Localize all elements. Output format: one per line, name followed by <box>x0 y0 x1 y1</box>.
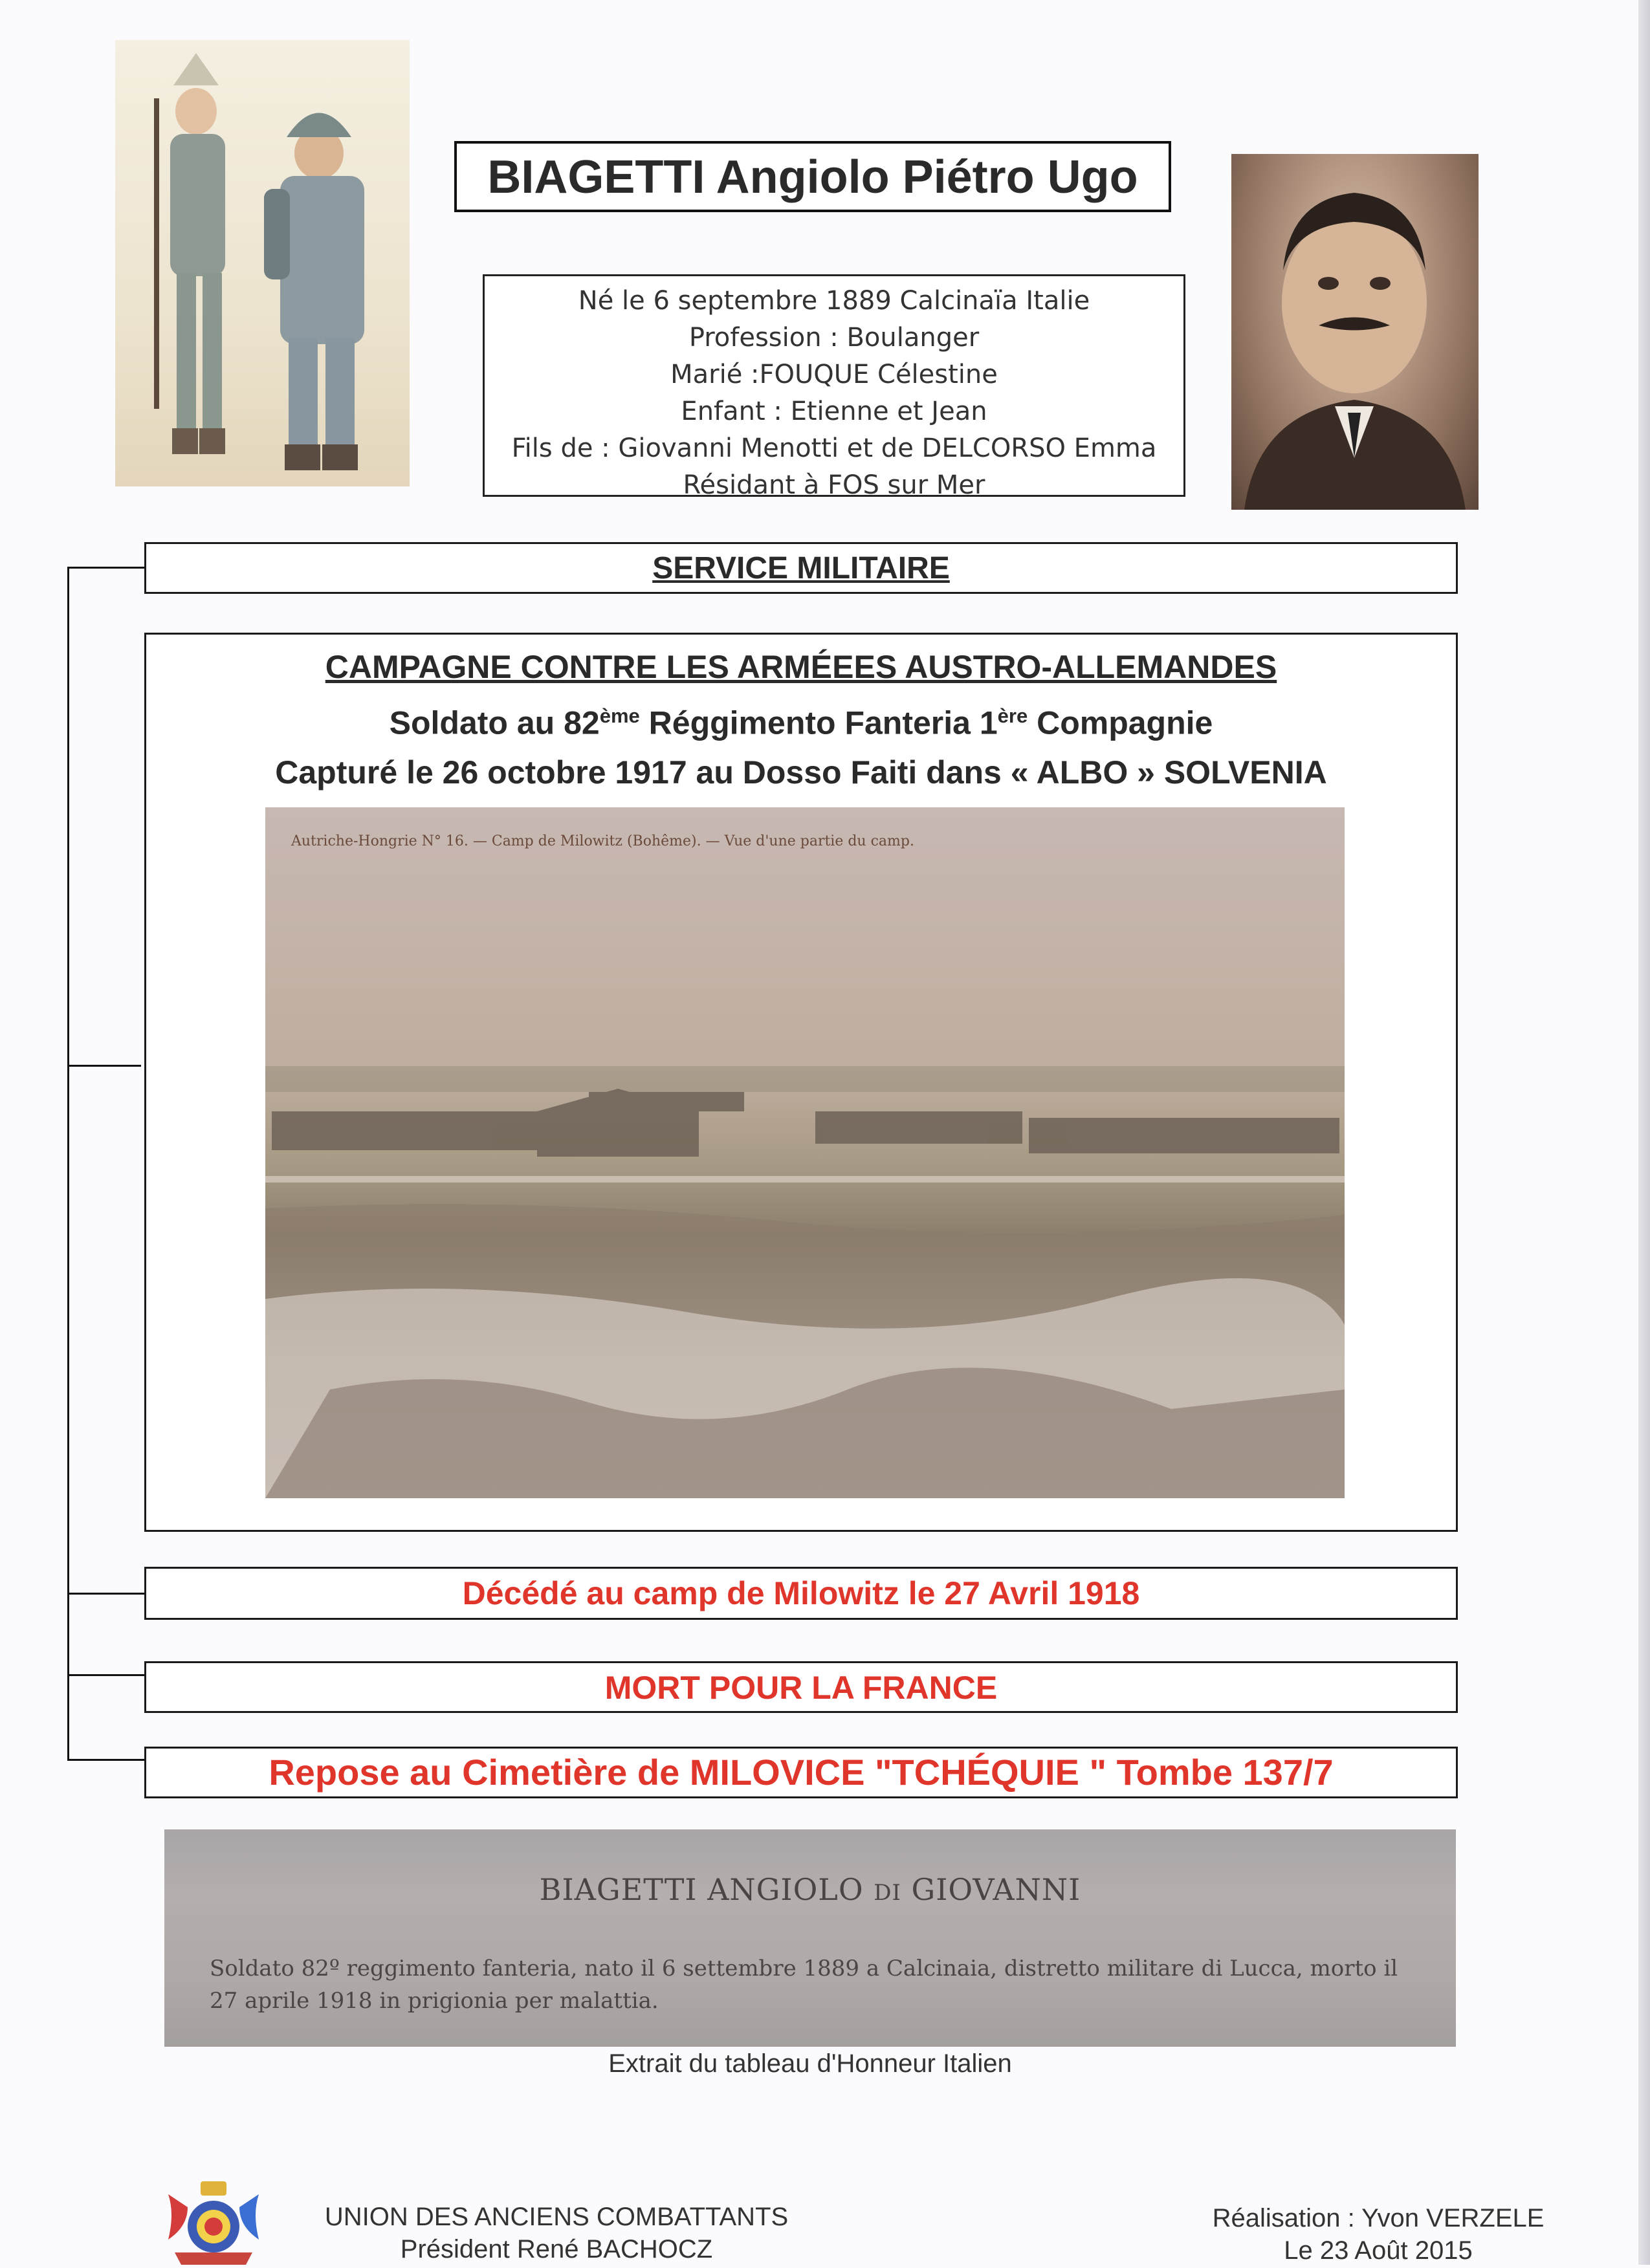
association-logo <box>162 2181 265 2265</box>
deceased-box <box>144 1567 1458 1620</box>
timeline-branch-repose <box>67 1759 144 1761</box>
person-name: BIAGETTI Angiolo Piétro Ugo <box>487 151 1138 203</box>
mort-text: MORT POUR LA FRANCE <box>604 1670 998 1706</box>
honor-name-line <box>164 1872 1456 1907</box>
soldiers-drawing <box>115 40 410 486</box>
mort-pour-la-france-box <box>144 1661 1458 1713</box>
realisation-credit: Réalisation : Yvon VERZELE <box>1212 2204 1545 2232</box>
timeline-branch-service <box>67 567 144 569</box>
timeline-branch-deceased <box>67 1593 144 1595</box>
deceased-text: Décédé au camp de Milowitz le 27 Avril 1918 <box>462 1575 1140 1611</box>
honor-name-main: BIAGETTI ANGIOLO <box>539 1872 864 1907</box>
photo-caption: Autriche-Hongrie N° 16. — Camp de Milowitz (Bohême). — Vue d'une partie du camp. <box>291 833 914 849</box>
birth-line: Né le 6 septembre 1889 Calcinaïa Italie <box>578 286 1090 316</box>
crest-icon <box>162 2181 265 2265</box>
campaign-title: CAMPAGNE CONTRE LES ARMÉEES AUSTRO-ALLEMANDES <box>325 649 1277 685</box>
portrait-photo <box>1231 154 1479 510</box>
realisation-date: Le 23 Août 2015 <box>1284 2236 1473 2265</box>
timeline-branch-campaign <box>67 1065 141 1067</box>
capture-line: Capturé le 26 octobre 1917 au Dosso Faiti dans « ALBO » SOLVENIA <box>275 754 1327 791</box>
honor-name-father: GIOVANNI <box>911 1872 1081 1907</box>
children-line: Enfant : Etienne et Jean <box>681 397 987 426</box>
org-name: UNION DES ANCIENS COMBATTANTS <box>324 2203 789 2231</box>
residence-line: Résidant à FOS sur Mer <box>683 470 985 500</box>
service-section-box <box>144 542 1458 594</box>
footer-credits <box>1152 2202 1605 2267</box>
regiment-text-b: Réggimento Fanteria 1 <box>639 704 998 741</box>
camp-milowitz-photo <box>265 807 1345 1498</box>
timeline-vertical-line <box>67 568 69 1761</box>
camp-drawing <box>265 807 1345 1498</box>
profession-line: Profession : Boulanger <box>688 323 980 353</box>
burial-text: Repose au Cimetière de MILOVICE "TCHÉQUIE " Tombe 137/7 <box>269 1752 1334 1793</box>
soldiers-illustration <box>115 40 410 486</box>
burial-box <box>144 1747 1458 1798</box>
regiment-sup-2: ère <box>997 704 1028 727</box>
portrait-drawing <box>1231 154 1479 510</box>
honor-caption: Extrait du tableau d'Honneur Italien <box>608 2049 1012 2078</box>
name-title-box <box>454 141 1171 212</box>
parents-line: Fils de : Giovanni Menotti et de DELCORSO Emma <box>511 433 1157 463</box>
page-edge-shadow <box>1638 0 1650 2265</box>
honor-name-di: DI <box>874 1880 901 1906</box>
honor-text: Soldato 82º reggimento fanteria, nato il 6 settembre 1889 a Calcinaia, distretto militare di Lucca, morto il 27 aprile 1918 in prigionia per malattia. <box>210 1956 1398 2014</box>
biography-box <box>483 274 1185 500</box>
regiment-line <box>146 692 1456 748</box>
timeline-branch-mort <box>67 1674 144 1676</box>
president-name: Président René BACHOCZ <box>400 2235 713 2263</box>
service-title: SERVICE MILITAIRE <box>652 551 950 585</box>
honor-roll-extract <box>164 1829 1456 2047</box>
regiment-text-a: Soldato au 82 <box>389 704 600 741</box>
regiment-text-c: Compagnie <box>1028 704 1213 741</box>
regiment-sup-1: ème <box>599 704 640 727</box>
married-line: Marié :FOUQUE Célestine <box>670 360 998 389</box>
footer-organisation <box>304 2201 809 2265</box>
